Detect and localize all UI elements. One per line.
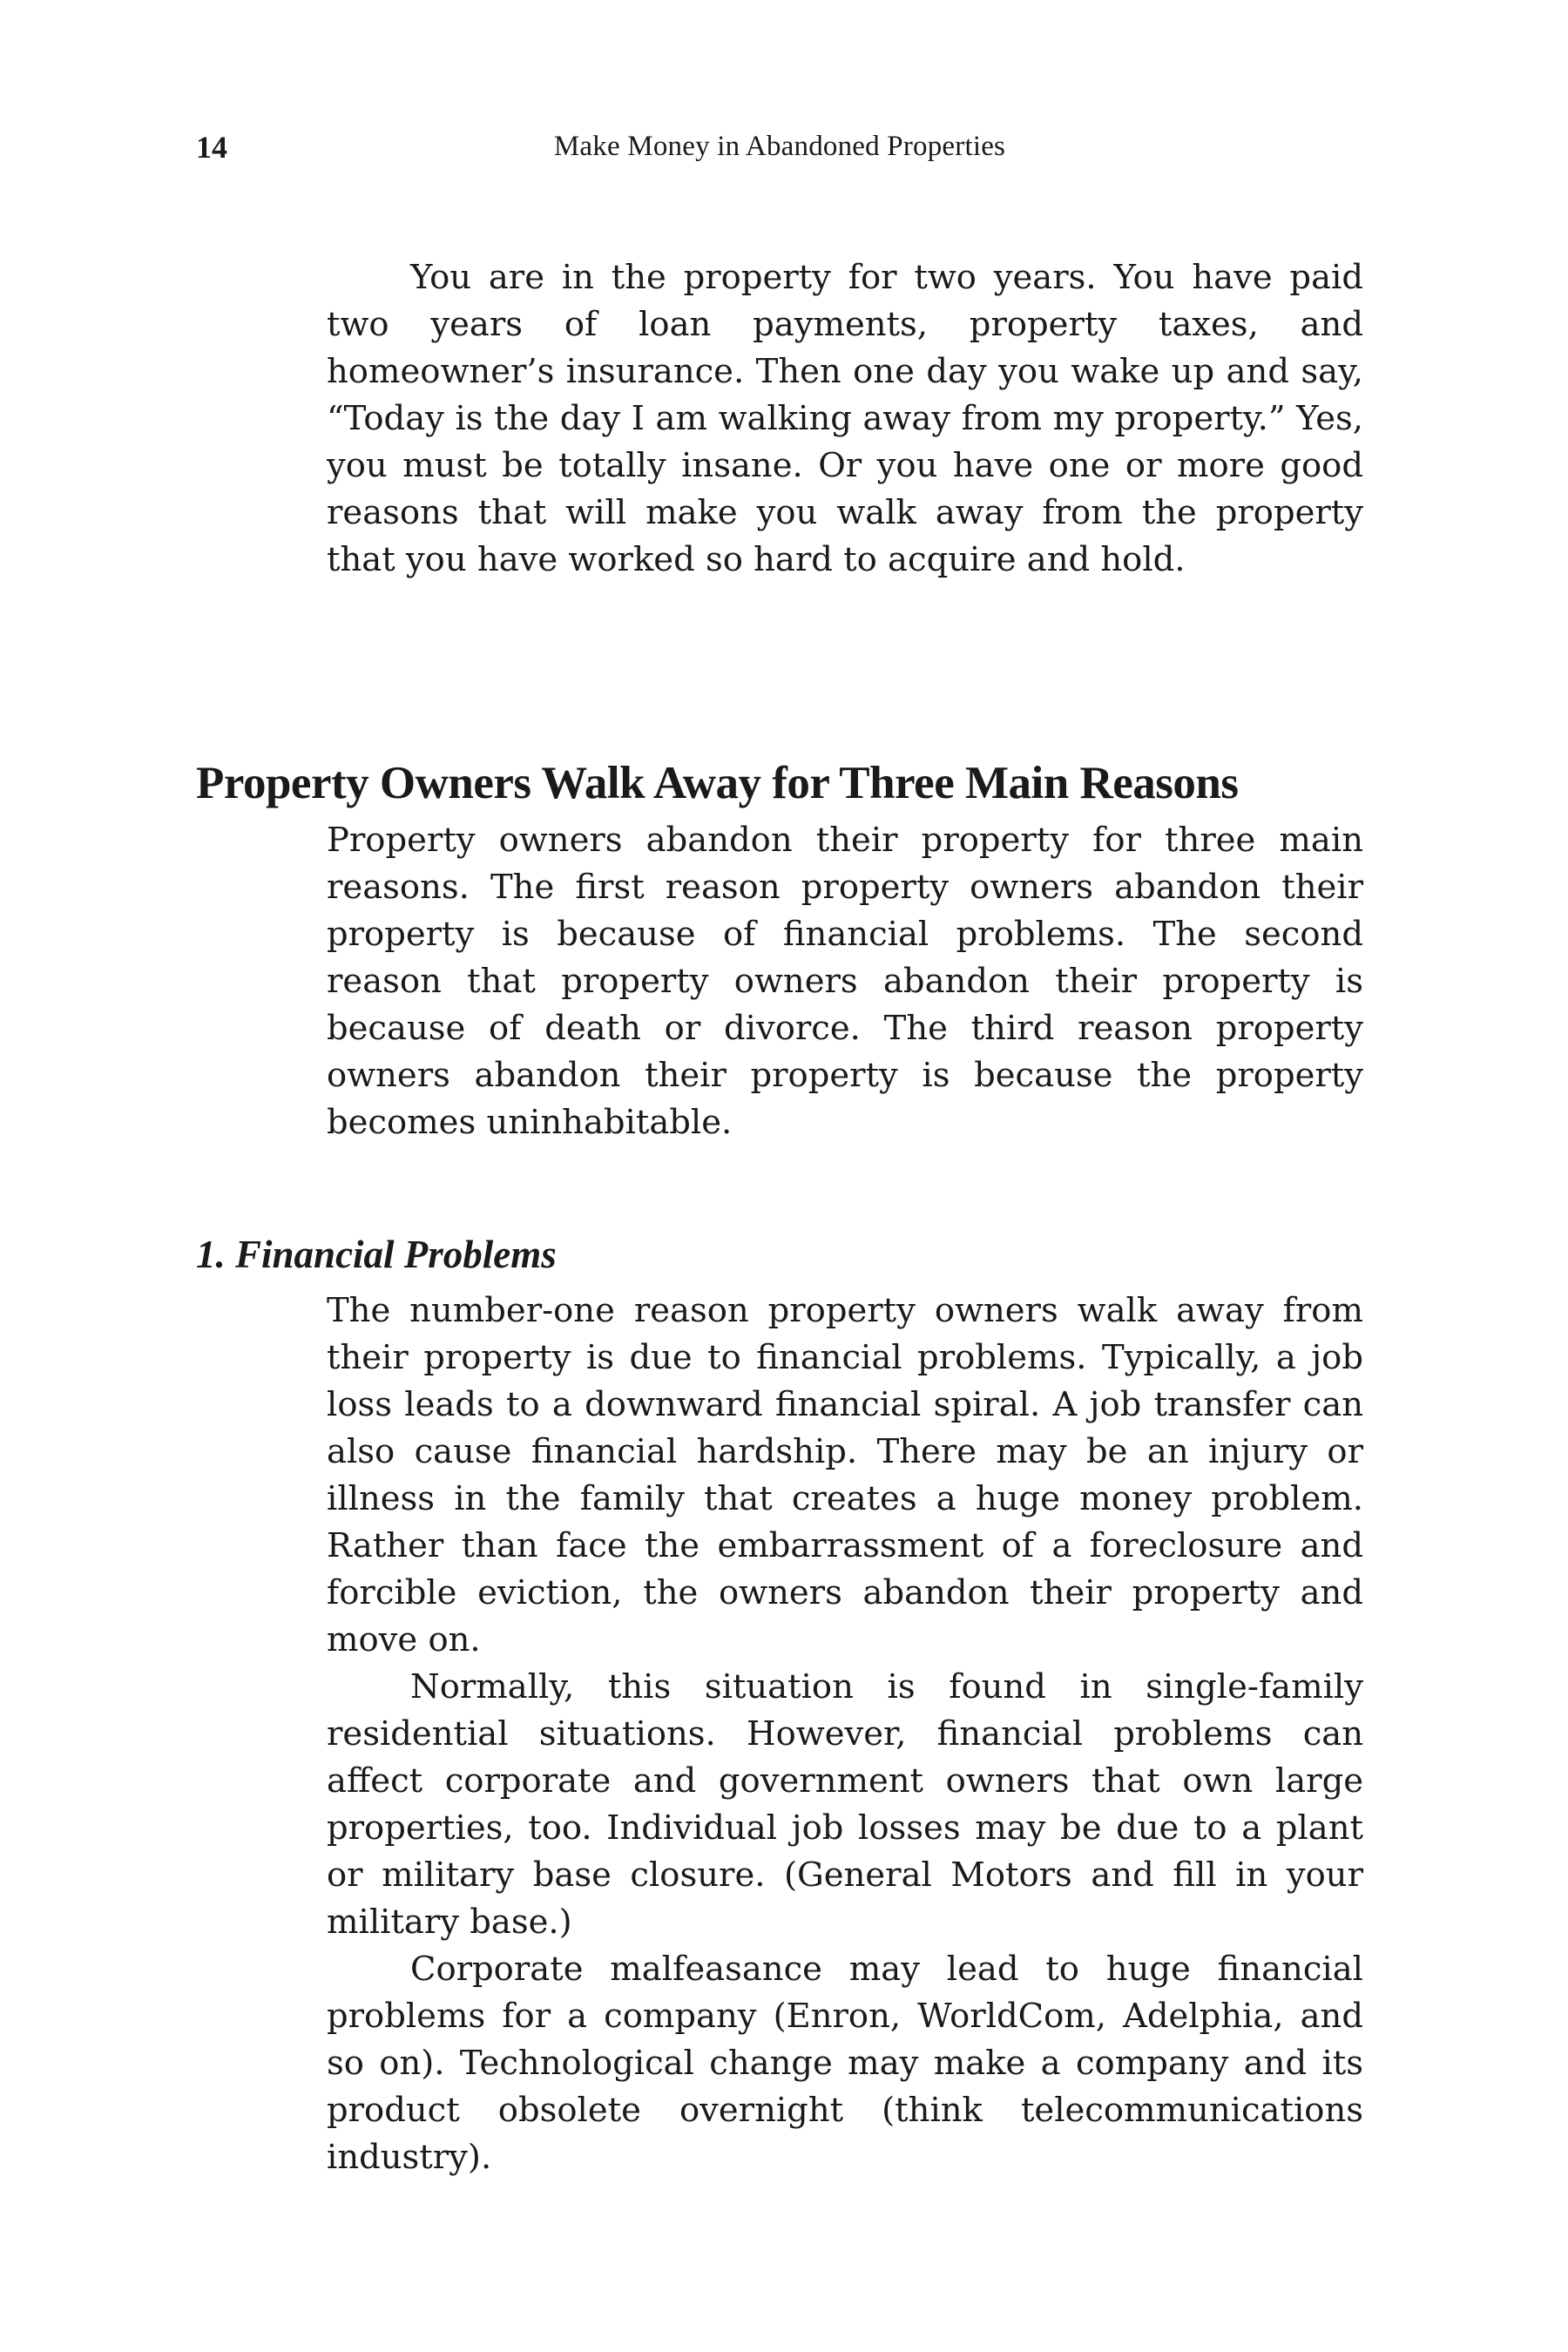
running-title: Make Money in Abandoned Properties: [553, 131, 1006, 162]
subsection-heading-financial-problems: 1. Financial Problems: [196, 1233, 557, 1276]
section-heading-three-reasons: Property Owners Walk Away for Three Main Reasons: [196, 757, 1239, 808]
intro-section: [327, 254, 1363, 584]
page-number: 14: [196, 130, 227, 165]
financial-paragraph-1: The number-one reason property owners walk away from their property is due to financial problems. Typically, a job loss leads to a downward financial spiral. A job transfer can also cause financial hardship. There may be an injury or illness in the family that creates a huge money problem. Rather than face the embarrassment of a foreclosure and forcible eviction, the owners abandon their property and move on.: [327, 1291, 1363, 1659]
financial-paragraph-3: Corporate malfeasance may lead to huge financial problems for a company (Enron, WorldCom, Adelphia, and so on). Technological change may make a company and its product obsolete overnight (think telecommunications industry).: [327, 1950, 1363, 2177]
financial-problems-section: [327, 1288, 1363, 2181]
financial-paragraph-2: Normally, this situation is found in single-family residential situations. However, financial problems can affect corporate and government owners that own large properties, too. Individual job losses may be due to a plant or military base closure. (General Motors and fill in your military base.): [327, 1667, 1363, 1942]
three-reasons-section: [327, 817, 1363, 1146]
intro-paragraph: You are in the property for two years. You have paid two years of loan payments, property taxes, and homeowner’s insurance. Then one day you wake up and say, “Today is the day I am walking away from my property.” Yes, you must be totally insane. Or you have one or more good reasons that will make you walk away from the property that you have worked so hard to acquire and hold.: [327, 258, 1363, 579]
three-reasons-paragraph: Property owners abandon their property for three main reasons. The first reason property owners abandon their property is because of financial problems. The second reason that property owners abandon their property is because of death or divorce. The third reason property owners abandon their property is because the property becomes uninhabitable.: [327, 821, 1363, 1142]
running-header: [196, 129, 1363, 172]
